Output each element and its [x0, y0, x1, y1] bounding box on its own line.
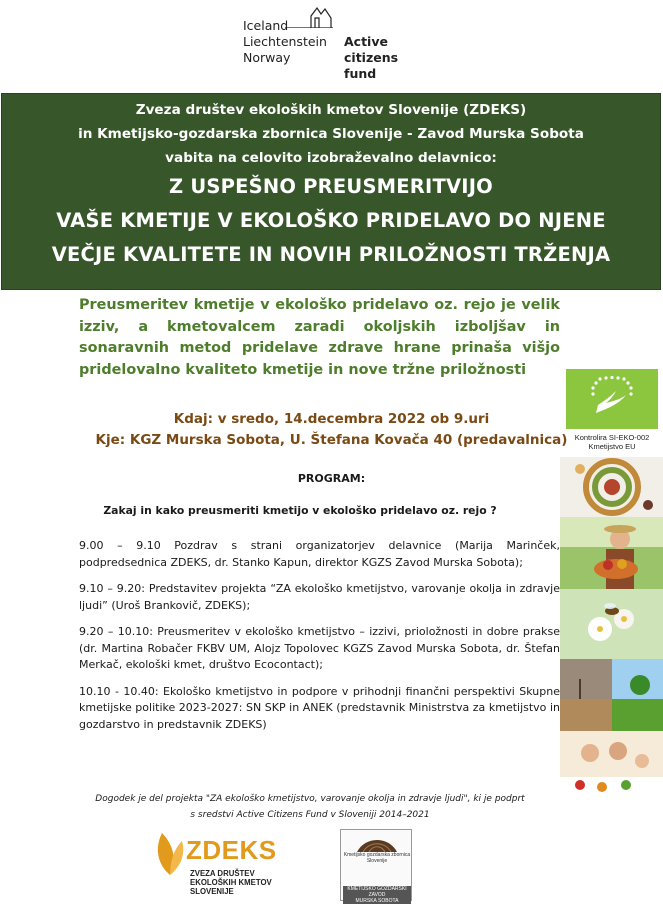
country-liechtenstein: Liechtenstein [243, 34, 327, 49]
program-item: 10.10 - 10.40: Ekološko kmetijstvo in podpore v prihodnji finančni perspektivi Skupne kmetijske politike 2023-2027: SN SKP in ANEK (predstavnik Ministrstva za kmetijstvo in gozdarstvo in predstavnik ZDEKS) [79, 684, 560, 731]
eu-organic-label [566, 369, 658, 454]
fund-name-line2: citizens fund [344, 50, 399, 81]
intro-line-2: in Kmetijsko-gozdarska zbornica Slovenije - Zavod Murska Sobota [78, 126, 584, 142]
dry-and-green-land-photo [560, 659, 663, 731]
field-furrows-icon [355, 832, 399, 852]
title-line-1: Z USPEŠNO PREUSMERITVIJO [169, 175, 493, 198]
intro-line-3: vabita na celovito izobraževalno delavnico: [165, 150, 497, 166]
project-footnote [60, 791, 560, 823]
kgzs-top-text: Kmetijsko gozdarska zbornica Slovenije [343, 852, 411, 864]
kgzs-bottom-text [343, 886, 411, 904]
vegetable-spiral-photo [560, 457, 663, 517]
country-iceland: Iceland [243, 18, 289, 33]
fund-name-line1: Active [344, 34, 388, 49]
workshop-title [2, 170, 660, 272]
event-date: Kdaj: v sredo, 14.decembra 2022 ob 9.uri [173, 411, 490, 427]
eu-label-caption [566, 433, 658, 451]
footnote-line-2: s sredstvi Active Citizens Fund v Sloveniji 2014–2021 [190, 810, 430, 820]
family-eating-vegetables-photo [560, 731, 663, 799]
eu-label-line2: Kmetijstvo EU [588, 442, 636, 451]
program-list [79, 538, 560, 743]
title-line-2: VAŠE KMETIJE V EKOLOŠKO PRIDELAVO DO NJENE [56, 209, 606, 232]
zdeks-logo [152, 825, 297, 897]
zdeks-wordmark: ZDEKS [186, 835, 277, 865]
footnote-line-1: Dogodek je del projekta "ZA ekološko kmetijstvo, varovanje okolja in zdravje ljudi", ki je podprt [95, 794, 525, 804]
program-heading: PROGRAM: [297, 472, 366, 485]
fund-name [344, 34, 433, 82]
zdeks-sub-line2: EKOLOŠKIH KMETOV [190, 878, 272, 887]
donor-countries [243, 18, 327, 66]
kgzs-bottom-line2: MURSKA SOBOTA [355, 898, 399, 904]
program-subheading: Zakaj in kako preusmeriti kmetijo v ekološko pridelavo oz. rejo ? [103, 504, 497, 517]
eu-label-line1: Kontrolira SI-EKO-002 [574, 433, 650, 442]
zdeks-subtitle [190, 869, 272, 896]
title-banner [1, 93, 661, 290]
program-item: 9.20 – 10.10: Preusmeritev v ekološko kmetijstvo – izzivi, prioložnosti in dobre prakse (dr. Martina Robačer FKBV UM, Alojz Topolovec KGZS Zavod Murska Sobota, dr. Štefan Merkač, ekološki kmet, društvo Ecocontact); [79, 625, 560, 671]
eu-organic-leaf-icon [566, 369, 658, 429]
farmer-with-vegetables-photo [560, 517, 663, 589]
zdeks-sub-line1: ZVEZA DRUŠTEV [190, 869, 255, 878]
kgzs-logo [340, 829, 412, 904]
program-item: 9.10 – 9.20: Predstavitev projekta “ZA ekološko kmetijstvo, varovanje okolja in zdravje ljudi” (Uroš Brankovič, ZDEKS); [79, 582, 560, 612]
intro-line-1: Zveza društev ekoloških kmetov Slovenije (ZDEKS) [135, 102, 527, 118]
bee-on-blossom-photo [560, 589, 663, 659]
program-item: 9.00 – 9.10 Pozdrav s strani organizatorjev delavnice (Marija Marinček, podpredsednica ZDEKS, dr. Stanko Kapun, direktor KGZS Zavod Murska Sobota); [79, 539, 560, 569]
lead-paragraph: Preusmeritev kmetije v ekološko pridelavo oz. rejo je velik izziv, a kmetovalcem zaradi okoljskih izboljšav in sonaravnih metod pridelave zdrave hrane prinaša višjo pridelovalno kvaliteto kmetije in nove tržne priložnosti [79, 297, 560, 378]
kgzs-bottom-line1: KMETIJSKO GOZDARSKI ZAVOD [347, 886, 407, 898]
country-norway: Norway [243, 50, 291, 65]
wheat-leaf-icon [152, 829, 188, 877]
banner-intro [2, 98, 660, 170]
active-citizens-fund-logo [243, 6, 433, 81]
zdeks-sub-line3: SLOVENIJE [190, 887, 234, 896]
title-line-3: VEČJE KVALITETE IN NOVIH PRILOŽNOSTI TRŽENJA [51, 243, 611, 266]
event-location: Kje: KGZ Murska Sobota, U. Štefana Kovača 40 (predavalnica) [95, 432, 568, 448]
